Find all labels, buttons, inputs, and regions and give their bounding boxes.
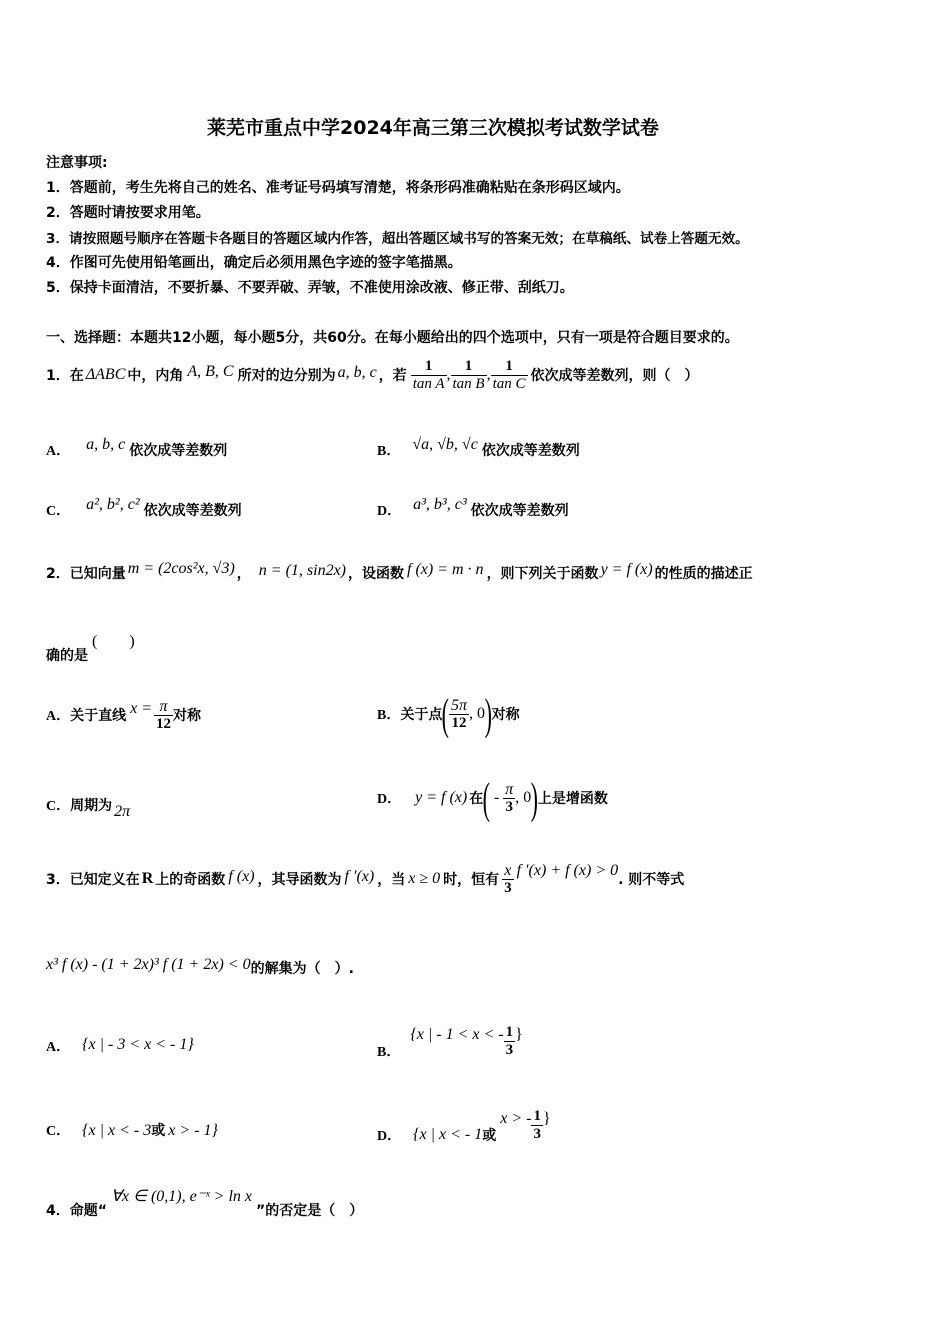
q3-option-b[interactable]: B． {x | - 1 < x < - $\frac{1}{3}$ } xyxy=(377,1023,523,1060)
q2-text: 的性质的描述正 xyxy=(654,566,753,582)
section-heading: 一、选择题：本题共12小题，每小题5分，共60分。在每小题给出的四个选项中，只有一项是符合题目要求的。 xyxy=(46,330,739,346)
q3-condition: x ≥ 0 xyxy=(408,870,441,887)
question-4 xyxy=(46,1180,363,1220)
q3-text: 上的奇函数 xyxy=(155,872,226,888)
q2-line-2: 确的是( ) xyxy=(46,633,135,664)
question-1 xyxy=(46,350,699,400)
q1-text: ，若 xyxy=(378,368,407,384)
q1-text: 依次成等差数列，则（ ） xyxy=(530,368,699,384)
q1-num: 1．在 xyxy=(46,368,84,384)
q1-comma: , xyxy=(446,366,451,383)
q2-num: 2．已知向量 xyxy=(46,566,126,582)
q3-line-2: x³ f (x) - (1 + 2x)³ f (1 + 2x) < 0的解集为（ ）. xyxy=(46,956,354,977)
q1-frac-c: $\frac{1}{\text{tan C}}$ xyxy=(492,357,526,392)
q2-option-b[interactable]: B． 关于点 ( $\frac{5\pi}{12}$ , 0 ) 对称 xyxy=(377,689,520,739)
q1-comma: , xyxy=(486,366,491,383)
q1-option-d[interactable]: D． a³, b³, c³ 依次成等差数列 xyxy=(377,496,569,519)
notice-item: 5．保持卡面清洁，不要折暴、不要弄破、弄皱，不准使用涂改液、修正带、刮纸刀。 xyxy=(46,280,574,296)
q1-option-c[interactable]: C． a², b², c² 依次成等差数列 xyxy=(46,496,242,519)
q3-option-c[interactable]: C． {x | x < - 3或 x > - 1} xyxy=(46,1122,218,1139)
notice-heading: 注意事项: xyxy=(46,155,108,171)
q2-function: f (x) = m · n xyxy=(407,561,484,578)
q1-angles: A, B, C xyxy=(187,363,234,380)
q1-option-b[interactable]: B． √a, √b, √c 依次成等差数列 xyxy=(377,436,580,459)
q1-sides: a, b, c xyxy=(337,364,377,381)
q1-frac-b: $\frac{1}{\text{tan B}}$ xyxy=(452,357,485,392)
q3-option-d[interactable]: D． {x | x < - 1 或 x > - $\frac{1}{3}$ } xyxy=(377,1107,551,1144)
q3-fx: f (x) xyxy=(228,868,255,885)
q1-text: 中，内角 xyxy=(127,368,184,384)
q3-text: . 则不等式 xyxy=(618,872,685,888)
notice-item: 4．作图可先使用铅笔画出，确定后必须用黑色字迹的签字笔描黑。 xyxy=(46,255,462,271)
q3-num: 3．已知定义在 xyxy=(46,872,140,888)
q2-option-d[interactable]: D． y = f (x) 在 ( - $\frac{\pi}{3}$ , 0 ) 上是增函数 xyxy=(377,773,608,823)
question-3 xyxy=(46,854,684,904)
q3-frac: $\frac{x}{3}$ xyxy=(504,861,512,896)
page-title: 莱芜市重点中学2024年高三第三次模拟考试数学试卷 xyxy=(207,117,659,139)
q2-sep: ， xyxy=(236,566,251,582)
q2-y-expr: y = f (x) xyxy=(600,561,653,578)
q3-inequality: f ′(x) + f (x) > 0 xyxy=(516,862,619,879)
q1-triangle: ΔABC xyxy=(85,366,126,383)
q4-proposition: ∀x ∈ (0,1), e⁻ˣ > ln x xyxy=(110,1188,252,1205)
q3-text: ，当 xyxy=(377,872,406,888)
q1-frac-a: $\frac{1}{\text{tan A}}$ xyxy=(412,357,445,392)
q3-R: R xyxy=(141,870,154,887)
question-2 xyxy=(46,558,753,588)
notice-item: 2．答题时请按要求用笔。 xyxy=(46,205,210,221)
notice-item: 3．请按照题号顺序在答题卡各题目的答题区域内作答，超出答题区域书写的答案无效；在草稿纸、试卷上答题无效。 xyxy=(46,231,749,247)
q3-fpx: f ′(x) xyxy=(344,868,375,885)
q3-text: 时，恒有 xyxy=(443,872,500,888)
q2-vector-m: m = (2cos²x, √3) xyxy=(127,560,235,577)
q3-text: ，其导函数为 xyxy=(257,872,342,888)
q3-option-a[interactable]: A． {x | - 3 < x < - 1} xyxy=(46,1036,194,1055)
q2-option-a[interactable]: A． 关于直线 x = $\frac{\pi}{12}$ 对称 xyxy=(46,697,202,732)
notice-item: 1．答题前，考生先将自己的姓名、准考证号码填写清楚，将条形码准确粘贴在条形码区域内。 xyxy=(46,180,630,196)
q2-vector-n: n = (1, sin2x) xyxy=(258,562,346,579)
q2-text: ，则下列关于函数 xyxy=(486,566,599,582)
q1-text: 所对的边分别为 xyxy=(237,368,336,384)
q4-num: 4．命题“ xyxy=(46,1203,107,1219)
q2-option-c[interactable]: C．周期为 2π xyxy=(46,798,131,820)
q4-text: ”的否定是（ ） xyxy=(256,1203,364,1219)
q2-text: ，设函数 xyxy=(348,566,404,582)
q1-option-a[interactable]: A． a, b, c 依次成等差数列 xyxy=(46,436,228,459)
